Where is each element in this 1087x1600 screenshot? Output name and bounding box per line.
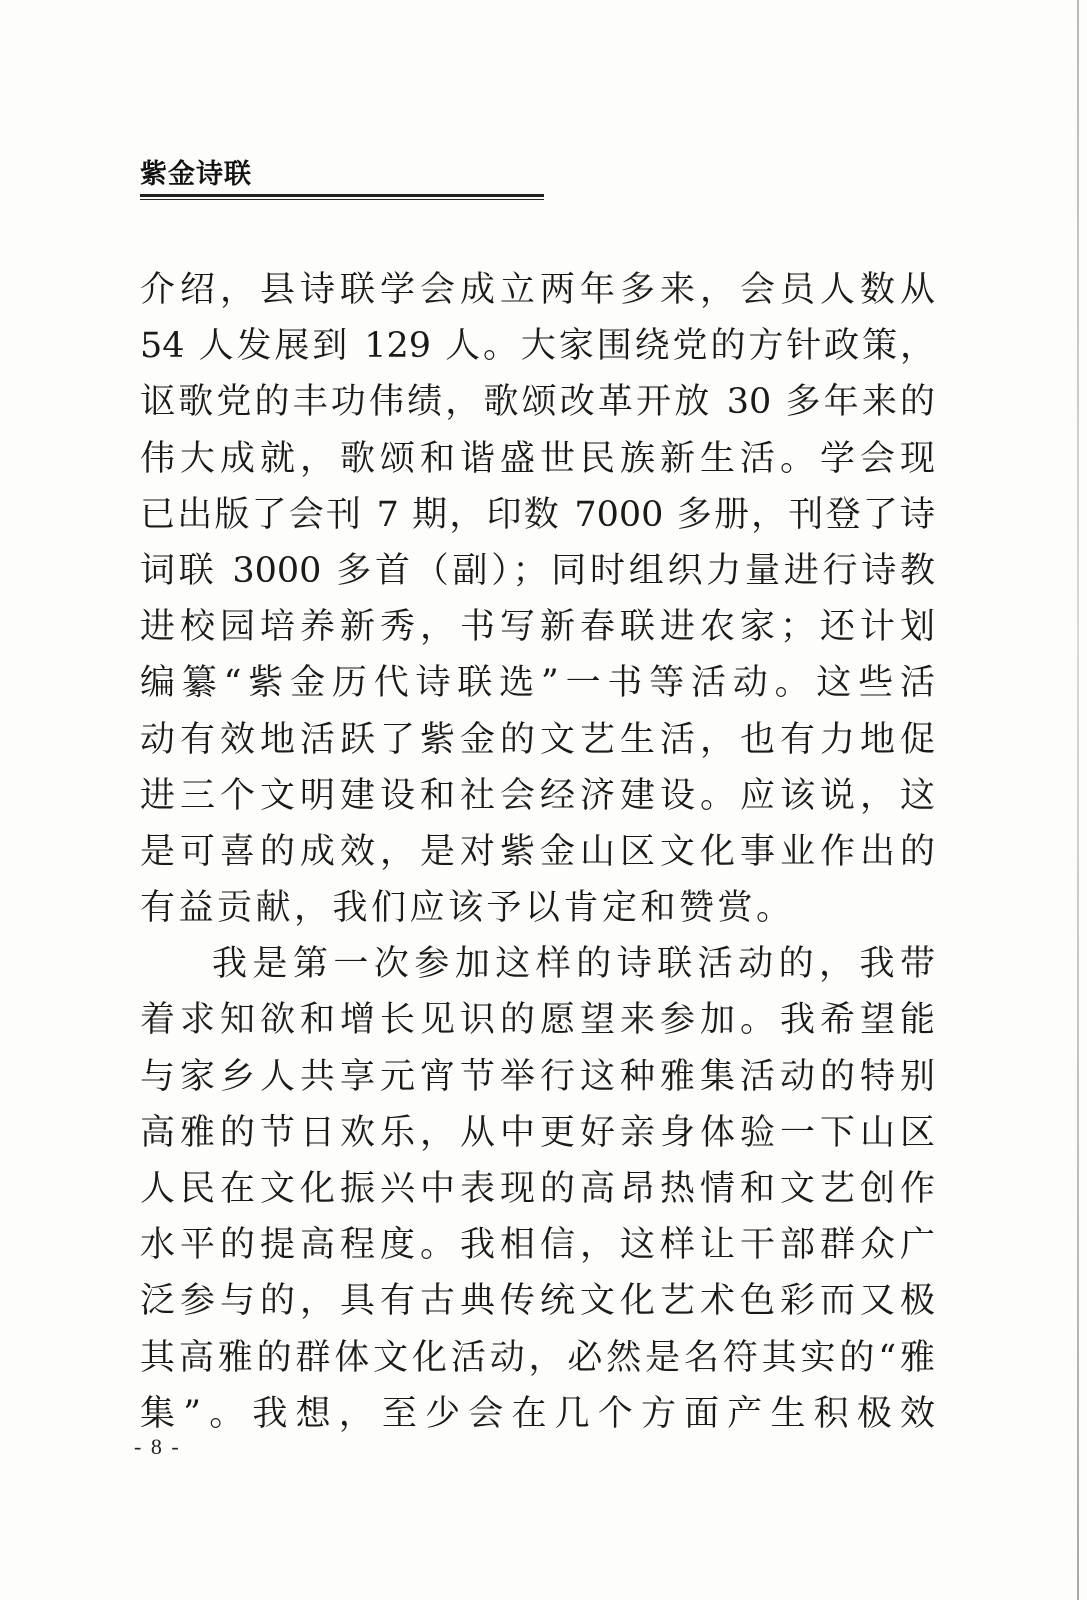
text-line: 人民在文化振兴中表现的高昂热情和文艺创作 bbox=[140, 1169, 935, 1209]
text-line-paragraph-end: 有益贡献，我们应该予以肯定和赞赏。 bbox=[140, 888, 795, 929]
text-line: 高雅的节日欢乐，从中更好亲身体验一下山区 bbox=[140, 1112, 935, 1153]
text-line: 伟大成就，歌颂和谐盛世民族新生活。学会现 bbox=[140, 438, 935, 479]
text-line: 进三个文明建设和社会经济建设。应该说，这 bbox=[140, 775, 935, 816]
text-line-paragraph-start: 我是第一次参加这样的诗联活动的，我带 bbox=[212, 944, 935, 985]
text-line: 其高雅的群体文化活动，必然是名符其实的“雅 bbox=[140, 1337, 935, 1378]
text-line: 集”。我想，至少会在几个方面产生积极效 bbox=[140, 1393, 935, 1434]
text-line: 与家乡人共享元宵节举行这种雅集活动的特别 bbox=[140, 1056, 935, 1097]
text-line: 进校园培养新秀，书写新春联进农家；还计划 bbox=[140, 607, 935, 648]
text-line: 是可喜的成效，是对紫金山区文化事业作出的 bbox=[140, 831, 935, 872]
page-number: - 8 - bbox=[134, 1434, 181, 1459]
text-line: 54 人发展到 129 人。大家围绕党的方针政策， bbox=[140, 326, 935, 367]
running-header bbox=[140, 158, 544, 200]
header-title: 紫金诗联 bbox=[140, 159, 252, 190]
page-edge bbox=[1077, 0, 1079, 1600]
text-line: 泛参与的，具有古典传统文化艺术色彩而又极 bbox=[140, 1281, 935, 1322]
text-line: 水平的提高程度。我相信，这样让干部群众广 bbox=[140, 1225, 935, 1266]
text-line: 编纂“紫金历代诗联选”一书等活动。这些活 bbox=[140, 663, 935, 704]
text-line: 介绍，县诗联学会成立两年多来，会员人数从 bbox=[140, 270, 935, 310]
text-line: 着求知欲和增长见识的愿望来参加。我希望能 bbox=[140, 1000, 935, 1041]
text-line: 已出版了会刊 7 期，印数 7000 多册，刊登了诗 bbox=[140, 494, 935, 535]
text-line: 讴歌党的丰功伟绩，歌颂改革开放 30 多年来的 bbox=[140, 382, 935, 423]
body-text bbox=[140, 262, 935, 1442]
header-rule bbox=[140, 194, 544, 200]
text-line: 动有效地活跃了紫金的文艺生活，也有力地促 bbox=[140, 719, 935, 760]
text-line: 词联 3000 多首（副）；同时组织力量进行诗教 bbox=[140, 550, 935, 591]
